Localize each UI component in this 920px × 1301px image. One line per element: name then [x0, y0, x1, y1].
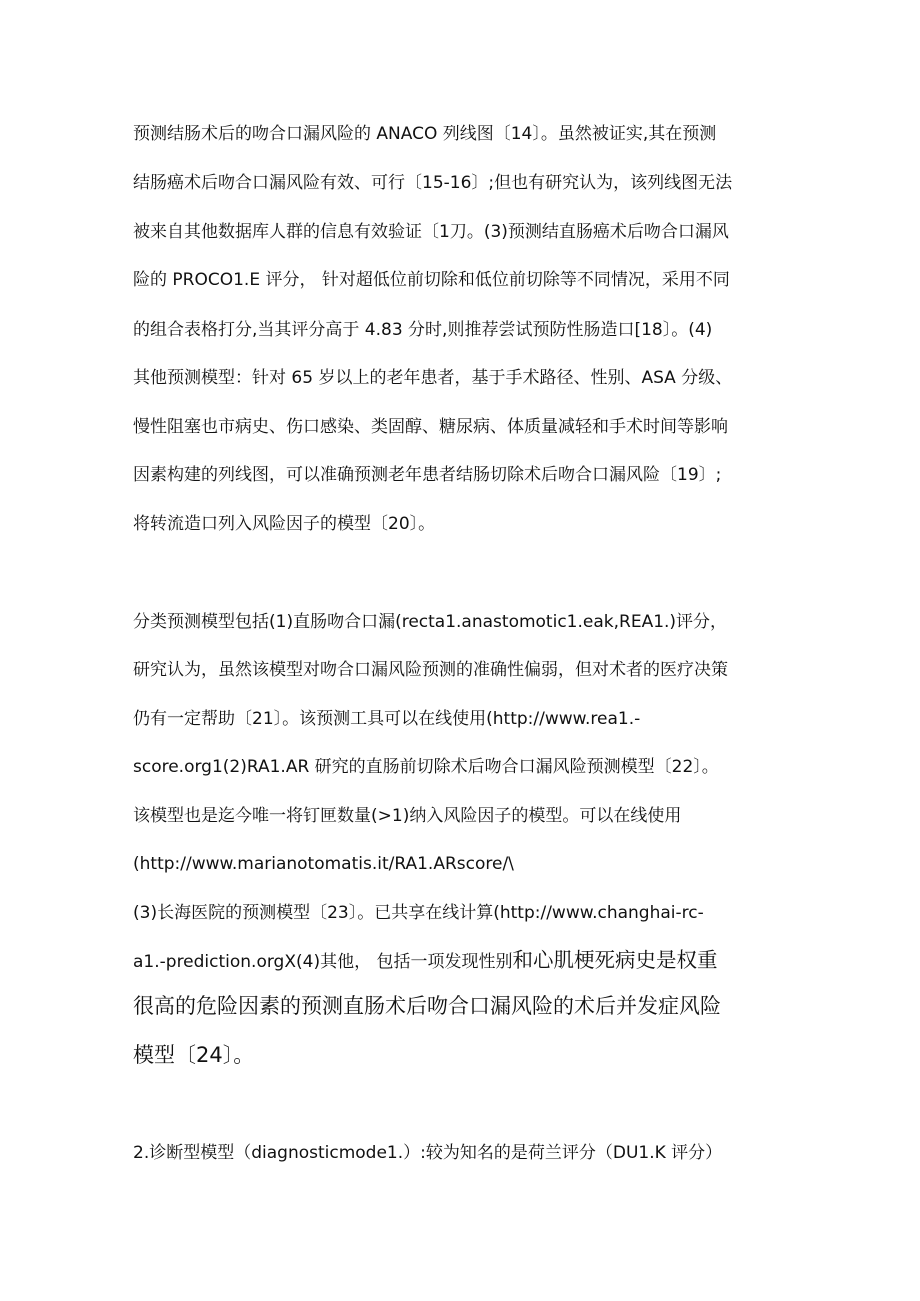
text-line: 被来自其他数据库人群的信息有效验证〔1刀。(3)预测结直肠癌术后吻合口漏风: [133, 222, 729, 242]
text-segment-large: 和心肌梗死病史是权重: [512, 948, 718, 972]
text-line: (http://www.marianotomatis.it/RA1.ARscore/\: [133, 854, 514, 874]
text-line: 预测结肠术后的吻合口漏风险的 ANACO 列线图〔14〕。虽然被证实,其在预测: [133, 124, 717, 144]
text-line-large: 很高的危险因素的预测直肠术后吻合口漏风险的术后并发症风险: [133, 994, 721, 1018]
text-line: 其他预测模型：针对 65 岁以上的老年患者，基于手术路径、性别、ASA 分级、: [133, 368, 733, 388]
text-line: 慢性阻塞也市病史、伤口感染、类固醇、糖尿病、体质量减轻和手术时间等影响: [133, 417, 728, 437]
text-line: 仍有一定帮助〔21〕。该预测工具可以在线使用(http://www.rea1.-: [133, 709, 641, 729]
text-line: score.org1(2)RA1.AR 研究的直肠前切除术后吻合口漏风险预测模型〔22〕。: [133, 757, 719, 777]
text-line: 结肠癌术后吻合口漏风险有效、可行〔15-16〕;但也有研究认为，该列线图无法: [133, 173, 733, 193]
text-line-large: 模型〔24〕。: [133, 1043, 255, 1067]
section-heading: 2.诊断型模型（diagnosticmode1.）:较为知名的是荷兰评分（DU1.K 评分）: [133, 1143, 723, 1163]
text-line: 险的 PROCO1.E 评分， 针对超低位前切除和低位前切除等不同情况，采用不同: [133, 270, 730, 290]
text-line-mixed: [133, 946, 813, 976]
text-segment: a1.-prediction.orgX(4)其他， 包括一项发现性别: [133, 952, 513, 972]
text-line: 该模型也是迄今唯一将钉匣数量(>1)纳入风险因子的模型。可以在线使用: [133, 806, 682, 826]
text-line: (3)长海医院的预测模型〔23〕。已共享在线计算(http://www.changhai-rc-: [133, 903, 704, 923]
text-line: 的组合表格打分,当其评分高于 4.83 分时,则推荐尝试预防性肠造口[18〕。(4): [133, 320, 713, 340]
text-line: 分类预测模型包括(1)直肠吻合口漏(recta1.anastomotic1.eak,REA1.)评分，: [133, 612, 728, 632]
text-line: 将转流造口列入风险因子的模型〔20〕。: [133, 514, 436, 534]
text-line: 因素构建的列线图，可以准确预测老年患者结肠切除术后吻合口漏风险〔19〕;: [133, 465, 722, 485]
text-line: 研究认为，虽然该模型对吻合口漏风险预测的准确性偏弱，但对术者的医疗决策: [133, 660, 728, 680]
